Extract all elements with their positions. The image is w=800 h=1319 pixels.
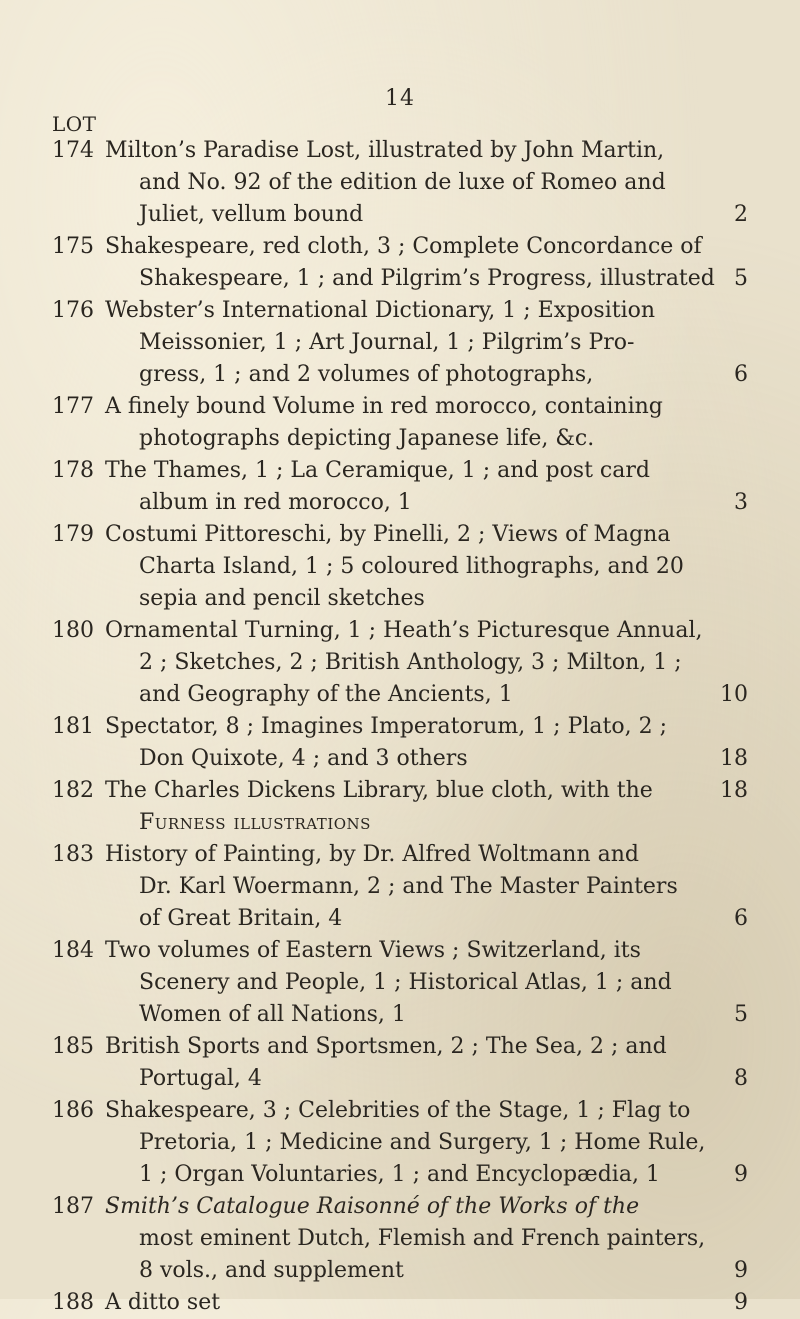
lot-entry	[0, 391, 800, 455]
lot-number: 186	[52, 1098, 94, 1123]
lot-entry	[0, 615, 800, 711]
lot-description-line: Juliet, vellum bound	[139, 202, 364, 227]
lot-number: 180	[52, 618, 94, 643]
page-number: 14	[385, 86, 415, 111]
lot-number: 176	[52, 298, 94, 323]
lot-description	[105, 1031, 705, 1095]
lot-description-line: most eminent Dutch, Flemish and French painters,	[139, 1226, 706, 1251]
lot-entry	[0, 1287, 800, 1319]
lot-entry	[0, 135, 800, 231]
lot-description-line: A ditto set	[105, 1290, 221, 1315]
lot-entry	[0, 775, 800, 839]
lot-quantity: 6	[734, 362, 748, 387]
lot-description-line: Portugal, 4	[139, 1066, 262, 1091]
lot-description-line: Milton’s Paradise Lost, illustrated by John Martin,	[105, 138, 665, 163]
lot-number: 179	[52, 522, 94, 547]
lot-number: 175	[52, 234, 94, 259]
lot-description	[105, 519, 705, 615]
lot-number: 181	[52, 714, 94, 739]
lot-quantity: 3	[734, 490, 748, 515]
lot-description	[105, 1191, 705, 1287]
lot-description-line: Shakespeare, 3 ; Celebrities of the Stage, 1 ; Flag to	[105, 1098, 691, 1123]
lot-quantity: 10	[720, 682, 748, 707]
lot-description-line: 8 vols., and supplement	[139, 1258, 404, 1283]
lot-description-line: sepia and pencil sketches	[139, 586, 425, 611]
lot-entry	[0, 1031, 800, 1095]
lot-quantity: 5	[734, 1002, 748, 1027]
lot-description	[105, 839, 705, 935]
lot-quantity: 8	[734, 1066, 748, 1091]
lot-description	[105, 615, 705, 711]
lot-description-line: Shakespeare, 1 ; and Pilgrim’s Progress, illustrated	[139, 266, 715, 291]
lot-description-line: and No. 92 of the edition de luxe of Romeo and	[139, 170, 666, 195]
lot-entry	[0, 231, 800, 295]
lot-description	[105, 1287, 705, 1319]
lot-description-line: photographs depicting Japanese life, &c.	[139, 426, 595, 451]
lot-description-line: Furness illustrations	[139, 810, 371, 835]
lot-description-line: of Great Britain, 4	[139, 906, 343, 931]
lot-description	[105, 391, 705, 455]
lot-description	[105, 935, 705, 1031]
lot-number: 184	[52, 938, 94, 963]
lot-number: 187	[52, 1194, 94, 1219]
lot-quantity: 9	[734, 1290, 748, 1315]
lot-description-line: Meissonier, 1 ; Art Journal, 1 ; Pilgrim’s Pro-	[139, 330, 635, 355]
lot-description	[105, 455, 705, 519]
lot-list	[0, 135, 800, 1319]
lot-quantity: 18	[720, 778, 748, 803]
lot-entry	[0, 935, 800, 1031]
lot-description-line: Smith’s Catalogue Raisonné of the Works of the	[105, 1194, 640, 1219]
lot-number: 178	[52, 458, 94, 483]
lot-description-line: Scenery and People, 1 ; Historical Atlas, 1 ; and	[139, 970, 672, 995]
lot-quantity: 5	[734, 266, 748, 291]
lot-description	[105, 1095, 705, 1191]
lot-description-line: History of Painting, by Dr. Alfred Woltmann and	[105, 842, 639, 867]
lot-description-line: The Charles Dickens Library, blue cloth, with the	[105, 778, 653, 803]
lot-entry	[0, 295, 800, 391]
lot-number: 182	[52, 778, 94, 803]
lot-description-line: 1 ; Organ Voluntaries, 1 ; and Encyclopædia, 1	[139, 1162, 660, 1187]
lot-description-line: Pretoria, 1 ; Medicine and Surgery, 1 ; Home Rule,	[139, 1130, 706, 1155]
lot-quantity: 18	[720, 746, 748, 771]
lot-description-line: Charta Island, 1 ; 5 coloured lithographs, and 20	[139, 554, 684, 579]
lot-number: 174	[52, 138, 94, 163]
lot-description-line: and Geography of the Ancients, 1	[139, 682, 513, 707]
lot-description-line: Women of all Nations, 1	[139, 1002, 406, 1027]
lot-description-line: 2 ; Sketches, 2 ; British Anthology, 3 ; Milton, 1 ;	[139, 650, 682, 675]
lot-entry	[0, 455, 800, 519]
lot-number: 188	[52, 1290, 94, 1315]
lot-number: 183	[52, 842, 94, 867]
lot-description-line: gress, 1 ; and 2 volumes of photographs,	[139, 362, 594, 387]
lot-description-line: Spectator, 8 ; Imagines Imperatorum, 1 ; Plato, 2 ;	[105, 714, 668, 739]
lot-entry	[0, 839, 800, 935]
lot-entry	[0, 711, 800, 775]
lot-description-line: Two volumes of Eastern Views ; Switzerland, its	[105, 938, 641, 963]
lot-description-line: A finely bound Volume in red morocco, containing	[105, 394, 663, 419]
lot-description-line: Costumi Pittoreschi, by Pinelli, 2 ; Views of Magna	[105, 522, 671, 547]
lot-description	[105, 231, 715, 295]
lot-description-line: album in red morocco, 1	[139, 490, 412, 515]
lot-description	[105, 295, 705, 391]
lot-entry	[0, 519, 800, 615]
lot-quantity: 9	[734, 1162, 748, 1187]
lot-description-line: Dr. Karl Woermann, 2 ; and The Master Painters	[139, 874, 678, 899]
lot-column-heading: LOT	[52, 112, 97, 136]
lot-description	[105, 711, 705, 775]
lot-number: 177	[52, 394, 94, 419]
lot-description-line: Don Quixote, 4 ; and 3 others	[139, 746, 468, 771]
lot-description-line: Webster’s International Dictionary, 1 ; Exposition	[105, 298, 656, 323]
lot-description	[105, 135, 705, 231]
lot-description-line: British Sports and Sportsmen, 2 ; The Sea, 2 ; and	[105, 1034, 667, 1059]
lot-quantity: 9	[734, 1258, 748, 1283]
lot-description-line: The Thames, 1 ; La Ceramique, 1 ; and post card	[105, 458, 650, 483]
lot-quantity: 2	[734, 202, 748, 227]
lot-entry	[0, 1095, 800, 1191]
lot-number: 185	[52, 1034, 94, 1059]
lot-description	[105, 775, 705, 839]
lot-quantity: 6	[734, 906, 748, 931]
lot-entry	[0, 1191, 800, 1287]
lot-description-line: Shakespeare, red cloth, 3 ; Complete Concordance of	[105, 234, 702, 259]
lot-description-line: Ornamental Turning, 1 ; Heath’s Picturesque Annual,	[105, 618, 703, 643]
